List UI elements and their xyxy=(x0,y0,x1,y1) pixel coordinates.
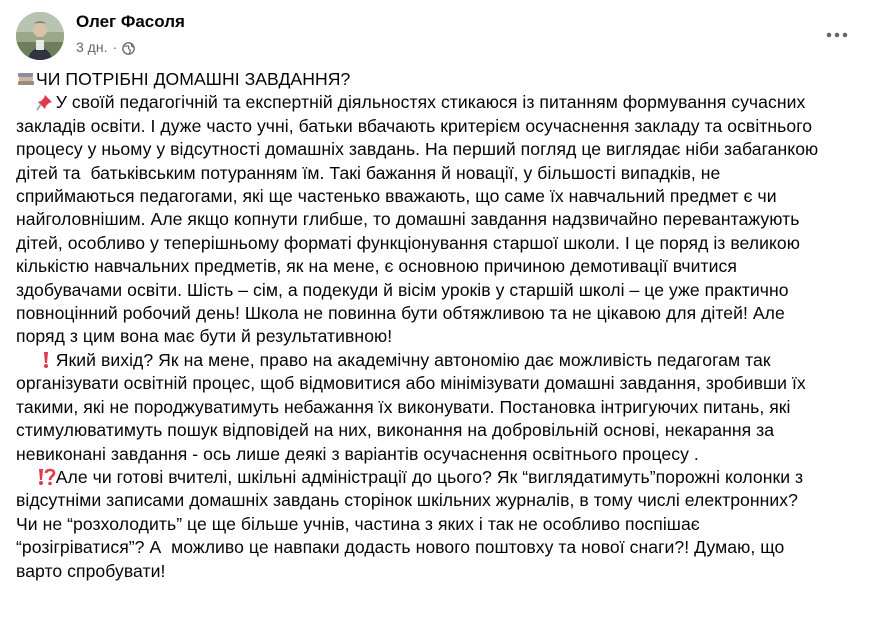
paragraph-1-line: У своїй педагогічній та експертній діяльностях стикаюся із питанням формування сучасних xyxy=(55,92,806,113)
paragraph-2-line: стимулюватимуть пошук відповідей на них, виконання на добровільній основі, некарання за xyxy=(16,420,775,441)
paragraph-3 xyxy=(16,466,868,583)
paragraph-1 xyxy=(16,91,868,348)
paragraph-3-line: відсутніми записами домашніх завдань сторінок шкільних журналів, в тому числі електронних? xyxy=(16,490,798,511)
meta-separator: · xyxy=(112,39,118,55)
paragraph-3-line: Але чи готові вчителі, шкільні адміністрації до цього? Як “виглядатимуть”порожні колонки з xyxy=(55,466,804,487)
post-body xyxy=(16,68,868,583)
paragraph-1-line: повноцінний робочий день! Школа не повинна бути обтяжливою та не цікавою для дітей! Але xyxy=(16,303,785,324)
exclamation-icon xyxy=(36,351,56,369)
post-timestamp[interactable]: 3 дн. xyxy=(76,39,108,55)
paragraph-3-line: варто спробувати! xyxy=(16,560,166,581)
more-options-button[interactable] xyxy=(820,20,854,50)
post-title: ЧИ ПОТРІБНІ ДОМАШНІ ЗАВДАННЯ? xyxy=(36,69,351,89)
paragraph-1-line: дітей та батьківським потуранням їм. Такі бажання й новації, у більшості випадків, не xyxy=(16,162,721,183)
author-name[interactable]: Олег Фасоля xyxy=(76,12,185,31)
paragraph-1-line: закладів освіти. І дуже часто учні, батьки вбачають критерієм осучаснення закладу та освітнього xyxy=(16,115,813,136)
books-icon xyxy=(16,70,36,88)
paragraph-1-line: дітей, особливо у теперішньому форматі функціонування старшої школи. І це поряд із великою xyxy=(16,232,801,253)
paragraph-2-line: Який вихід? Як на мене, право на академічну автономію дає можливість педагогам так xyxy=(55,349,771,370)
more-horizontal-icon xyxy=(826,32,848,38)
paragraph-1-line: сприймаються педагогами, які ще частенько вважають, що саме їх навчальний предмет є чи xyxy=(16,186,777,207)
avatar[interactable] xyxy=(16,12,64,60)
avatar-photo xyxy=(16,12,64,60)
paragraph-1-line: кількістю навчальних предметів, як на мене, є основною причиною демотивації вчитися xyxy=(16,256,737,277)
paragraph-1-line: найголовнішим. Але якщо копнути глибше, то домашні завдання надзвичайно перевантажують xyxy=(16,209,800,230)
globe-icon[interactable] xyxy=(122,41,135,54)
paragraph-3-line: Чи не “розхолодить” це ще більше учнів, частина з яких і так не особливо поспішає xyxy=(16,513,700,534)
pushpin-icon xyxy=(36,93,56,111)
paragraph-2-line: невиконані завдання - ось лише деякі з варіантів осучаснення освітнього процесу . xyxy=(16,443,699,464)
paragraph-2 xyxy=(16,349,868,466)
paragraph-1-line: поряд з цим вона має бути й результативною! xyxy=(16,326,393,347)
paragraph-2-line: такими, які не породжуватимуть небажання їх виконувати. Постановка інтригуючих питань, які xyxy=(16,396,791,417)
paragraph-2-line: організувати освітній процес, щоб відмовитися або мінімізувати домашні завдання, зробивши їх xyxy=(16,373,806,394)
exclamation-question-icon xyxy=(36,468,56,486)
post-meta xyxy=(76,38,135,56)
paragraph-1-line: здобувачами освіти. Шість – сім, а подекуди й вісім уроків у старшій школі – це уже практично xyxy=(16,279,789,300)
paragraph-1-line: процесу у ньому у відсутності домашніх завдань. На перший погляд це виглядає ніби забаганкою xyxy=(16,139,819,160)
post-title-line xyxy=(16,68,868,91)
paragraph-3-line: “розігріватися”? А можливо це навпаки додасть нового поштовху та нової снаги?! Думаю, що xyxy=(16,537,785,558)
